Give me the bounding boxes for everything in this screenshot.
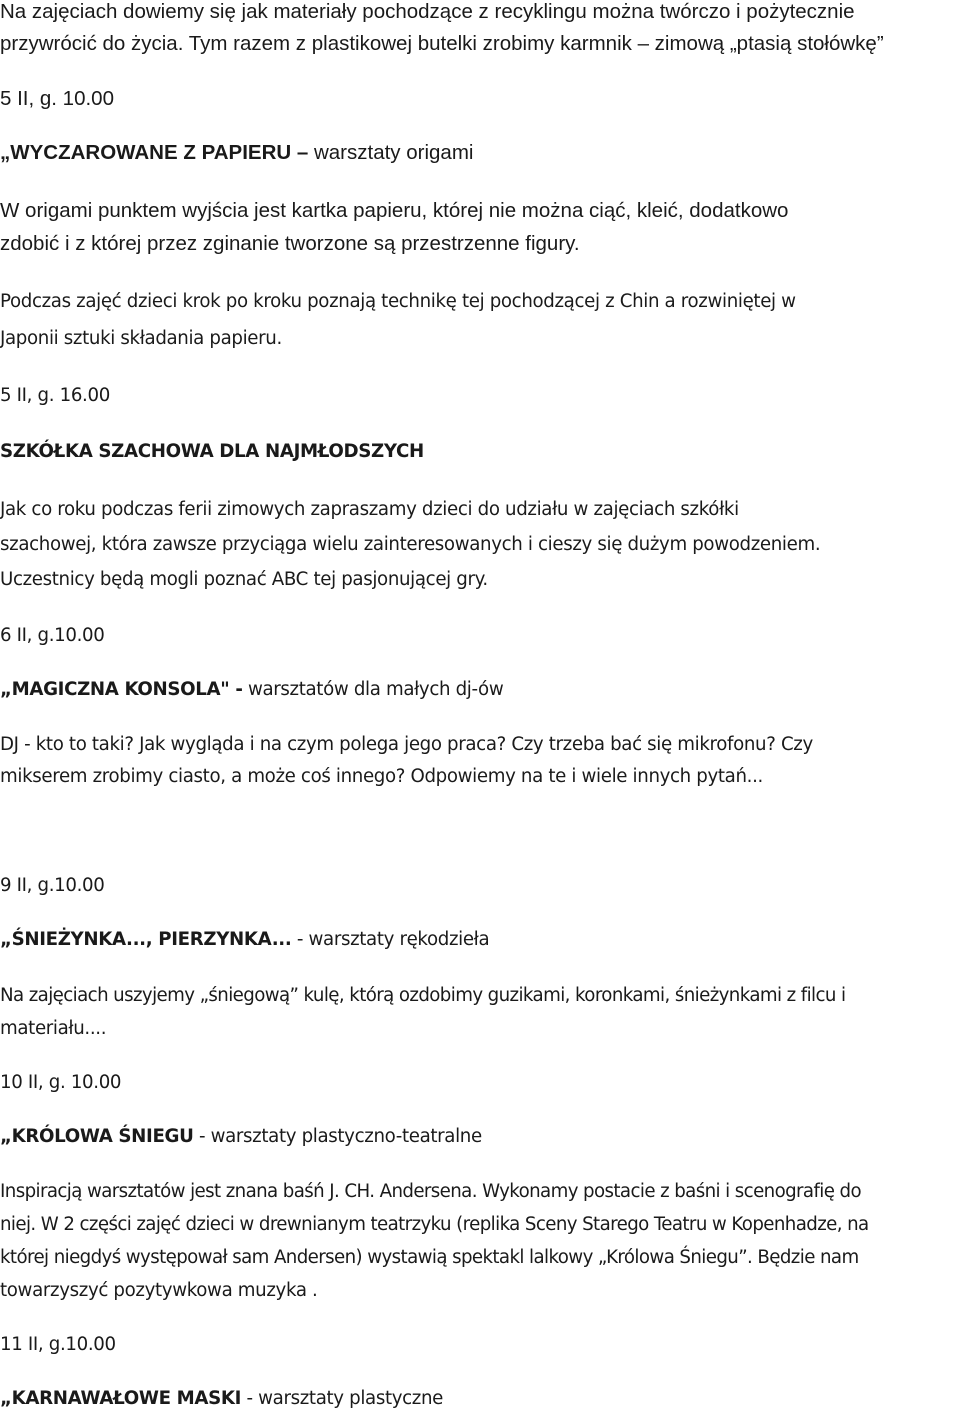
event-title: „MAGICZNA KONSOLA" -: [0, 679, 243, 700]
event-desc-line: DJ - kto to taki? Jak wygląda i na czym polega jego praca? Czy trzeba bać się mikrofonu? Czy: [0, 734, 813, 755]
event-heading: [0, 1125, 482, 1149]
event-desc-line: Inspiracją warsztatów jest znana baśń J. CH. Andersena. Wykonamy postacie z baśni i scenografię do: [0, 1181, 861, 1202]
event-title: SZKÓŁKA SZACHOWA DLA NAJMŁODSZYCH: [0, 441, 424, 462]
event-desc-line: mikserem zrobimy ciasto, a może coś innego? Odpowiemy na te i wiele innych pytań...: [0, 766, 763, 787]
event-date: 5 II, g. 10.00: [0, 87, 114, 110]
event-date: 6 II, g.10.00: [0, 625, 105, 646]
event-date: 9 II, g.10.00: [0, 875, 105, 896]
event-desc-line: materiału....: [0, 1018, 107, 1039]
event-title: „WYCZAROWANE Z PAPIERU –: [0, 141, 309, 164]
event-subtitle: - warsztaty plastyczne: [241, 1388, 444, 1409]
intro-line-1: Na zajęciach dowiemy się jak materiały pochodzące z recyklingu można twórczo i pożytecznie: [0, 0, 855, 23]
event-desc-line: W origami punktem wyjścia jest kartka papieru, której nie można ciąć, kleić, dodatkowo: [0, 199, 789, 222]
event-subtitle: warsztaty origami: [308, 141, 474, 164]
event-desc-line: Japonii sztuki składania papieru.: [0, 328, 282, 349]
event-heading: [0, 1387, 443, 1411]
event-desc-line: Na zajęciach uszyjemy „śniegową” kulę, którą ozdobimy guzikami, koronkami, śnieżynkami z filcu i: [0, 985, 846, 1006]
event-date: 5 II, g. 16.00: [0, 385, 110, 406]
event-desc-line: towarzyszyć pozytywkowa muzyka .: [0, 1280, 318, 1301]
event-desc-line: Podczas zajęć dzieci krok po kroku poznają technikę tej pochodzącej z Chin a rozwiniętej w: [0, 291, 796, 312]
event-desc-line: zdobić i z której przez zginanie tworzone są przestrzenne figury.: [0, 232, 580, 255]
event-desc-line: Uczestnicy będą mogli poznać ABC tej pasjonującej gry.: [0, 569, 488, 590]
event-date: 10 II, g. 10.00: [0, 1072, 122, 1093]
event-date: 11 II, g.10.00: [0, 1334, 116, 1355]
event-subtitle: - warsztaty rękodzieła: [291, 929, 490, 950]
intro-line-2: przywrócić do życia. Tym razem z plastikowej butelki zrobimy karmnik – zimową „ptasią stołówkę”: [0, 32, 884, 55]
event-heading: [0, 928, 489, 952]
event-subtitle: - warsztaty plastyczno-teatralne: [193, 1126, 482, 1147]
event-desc-line: szachowej, która zawsze przyciąga wielu zainteresowanych i cieszy się dużym powodzeniem.: [0, 534, 821, 555]
event-subtitle: warsztatów dla małych dj-ów: [242, 679, 504, 700]
event-desc-line: której niegdyś występował sam Andersen) wystawią spektakl lalkowy „Królowa Śniegu”. Będzie nam: [0, 1247, 859, 1268]
event-heading: [0, 440, 424, 464]
event-heading: [0, 678, 503, 702]
event-heading: [0, 141, 473, 165]
event-desc-line: niej. W 2 części zajęć dzieci w drewnianym teatrzyku (replika Sceny Starego Teatru w Kopenhadze, na: [0, 1214, 869, 1235]
event-title: „ŚNIEŻYNKA..., PIERZYNKA...: [0, 929, 292, 950]
event-title: „KARNAWAŁOWE MASKI: [0, 1388, 242, 1409]
event-desc-line: Jak co roku podczas ferii zimowych zapraszamy dzieci do udziału w zajęciach szkółki: [0, 499, 739, 520]
event-title: „KRÓLOWA ŚNIEGU: [0, 1126, 194, 1147]
